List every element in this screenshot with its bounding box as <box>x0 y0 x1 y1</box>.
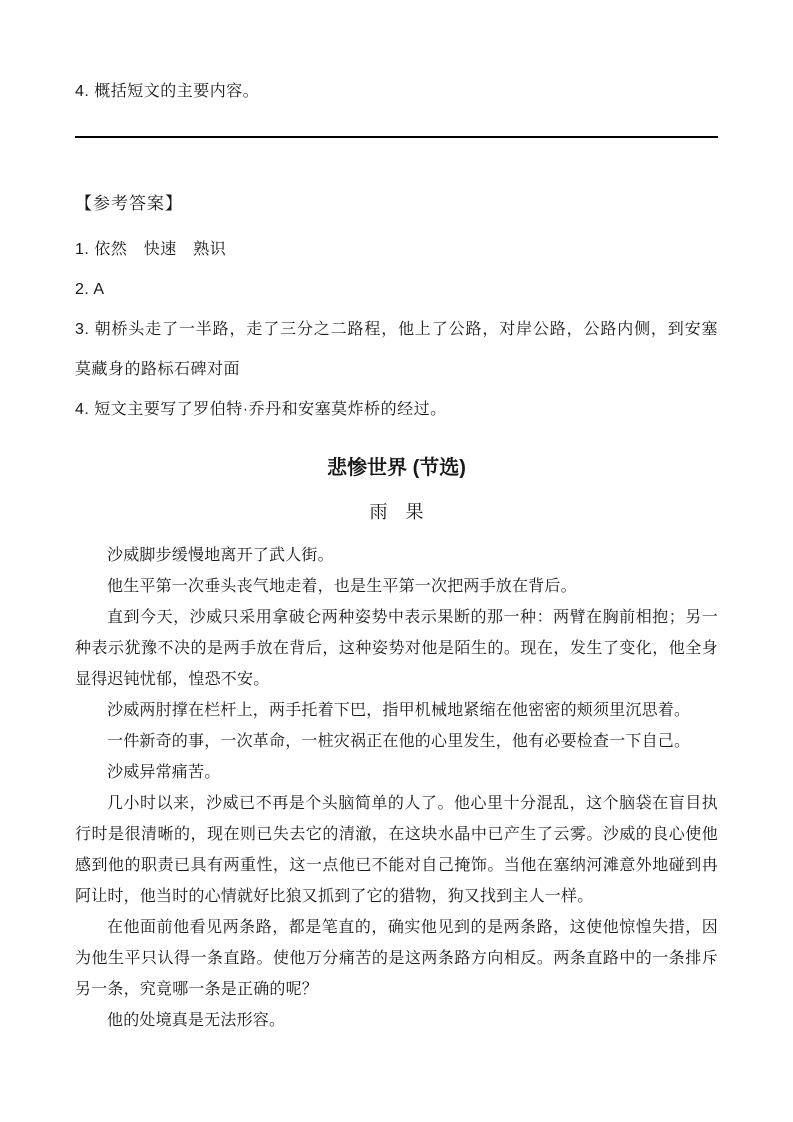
article-paragraph: 沙威异常痛苦。 <box>107 764 221 781</box>
article-paragraph: 一件新奇的事，一次革命，一桩灾祸正在他的心里发生，他有必要检查一下自己。 <box>107 733 691 750</box>
answers-header: 【参考答案】 <box>75 194 183 213</box>
divider-line <box>75 136 718 138</box>
answer-item: 3. 朝桥头走了一半路，走了三分之二路程，他上了公路，对岸公路，公路内侧，到安塞莫藏身的路标石碑对面 <box>75 321 718 378</box>
article-paragraph: 在他面前他看见两条路，都是笔直的，确实他见到的是两条路，这使他惊惶失措，因为他生平只认得一条直路。使他万分痛苦的是这两条路方向相反。两条直路中的一条排斥另一条，究竟哪一条是正确的呢？ <box>75 919 718 998</box>
article-paragraph: 沙威两肘撑在栏杆上，两手托着下巴，指甲机械地紧缩在他密密的颊须里沉思着。 <box>107 702 691 719</box>
article-title: 悲惨世界 (节选) <box>327 457 466 479</box>
article-paragraph: 他的处境真是无法形容。 <box>107 1012 286 1029</box>
answer-item: 4. 短文主要写了罗伯特·乔丹和安塞莫炸桥的经过。 <box>75 401 447 418</box>
article-author: 雨 果 <box>369 502 424 522</box>
article-paragraph: 他生平第一次垂头丧气地走着，也是生平第一次把两手放在背后。 <box>107 578 577 595</box>
article-paragraph: 沙威脚步缓慢地离开了武人街。 <box>107 547 334 564</box>
article-body <box>75 540 718 1036</box>
article-paragraph: 几小时以来，沙威已不再是个头脑简单的人了。他心里十分混乱，这个脑袋在盲目执行时是很清晰的，现在则已失去它的清澈，在这块水晶中已产生了云雾。沙威的良心使他感到他的职责已具有两重性，这一点他已不能对自己掩饰。当他在塞纳河滩意外地碰到冉阿让时，他当时的心情就好比狼又抓到了它的猎物，狗又找到主人一样。 <box>75 795 718 905</box>
answer-item: 1. 依然 快速 熟识 <box>75 241 227 258</box>
article-paragraph: 直到今天，沙威只采用拿破仑两种姿势中表示果断的那一种：两臂在胸前相抱；另一种表示犹豫不决的是两手放在背后，这种姿势对他是陌生的。现在，发生了变化，他全身显得迟钝忧郁，惶恐不安。 <box>75 609 718 688</box>
question-text: 4. 概括短文的主要内容。 <box>75 83 260 100</box>
answer-item: 2. A <box>75 281 105 298</box>
answers-list <box>75 230 718 430</box>
